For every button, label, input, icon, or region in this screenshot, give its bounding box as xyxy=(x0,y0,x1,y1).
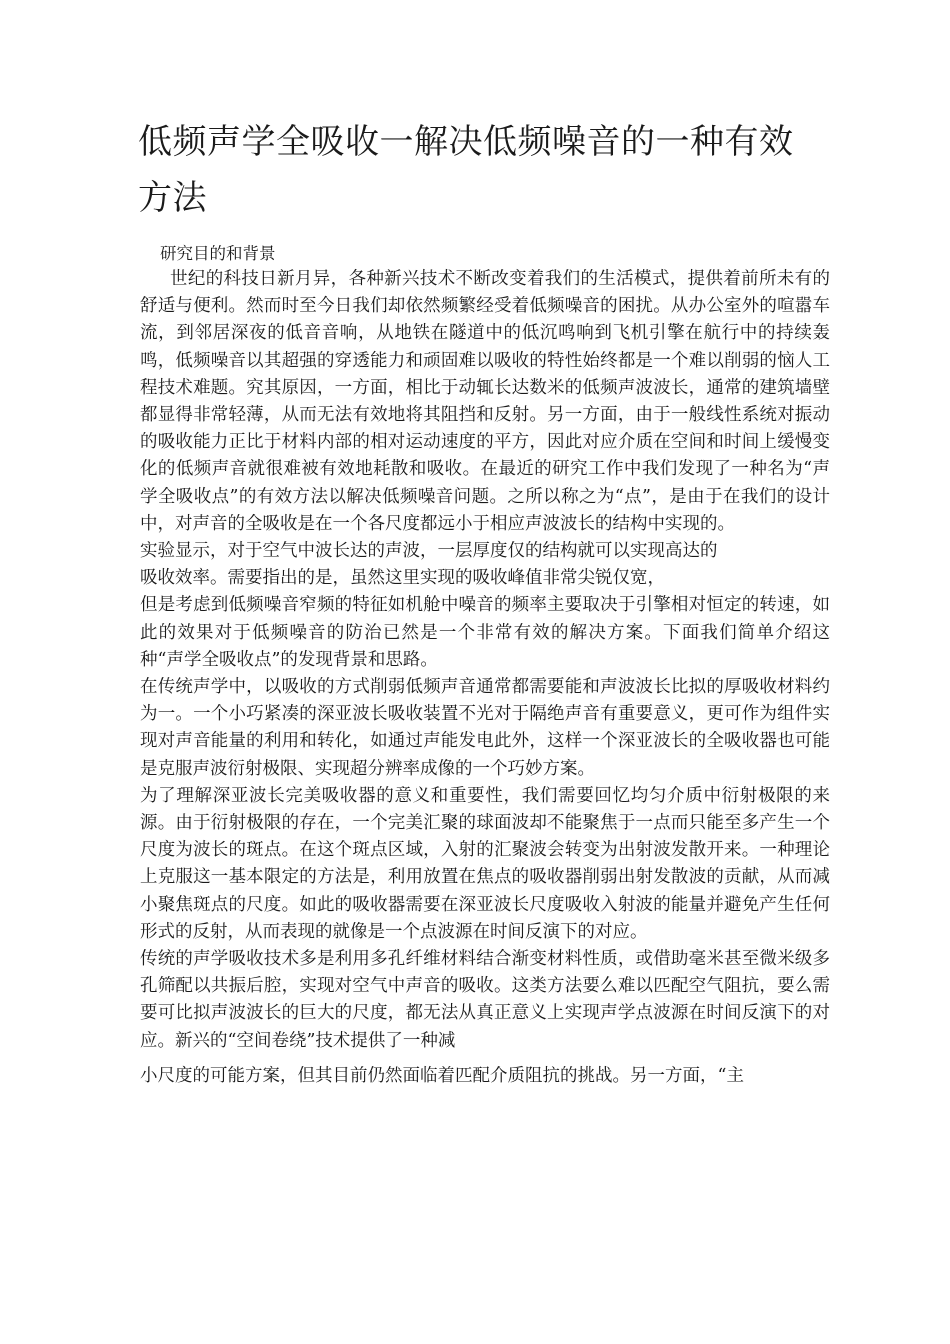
paragraph: 小尺度的可能方案，但其目前仍然面临着匹配介质阻抗的挑战。另一方面，“主 xyxy=(140,1065,744,1086)
paragraph: 为了理解深亚波长完美吸收器的意义和重要性，我们需要回忆均匀介质中衍射极限的来源。由于衍射极限的存在，一个完美汇聚的球面波却不能聚焦于一点而只能至多产生一个尺度为波长的斑点。在这个斑点区域，入射的汇聚波会转变为出射波发散开来。一种理论上克服这一基本限定的方法是，利用放置在焦点的吸收器削弱出射发散波的贡献，从而减小聚焦斑点的尺度。如此的吸收器需要在深亚波长尺度吸收入射波的能量并避免产生任何形式的反射，从而表现的就像是一个点波源在时间反演下的对应。 xyxy=(140,785,830,942)
document-body xyxy=(140,266,830,1090)
document-title: 低频声学全吸收一解决低频噪音的一种有效方法 xyxy=(138,122,794,218)
paragraph: 世纪的科技日新月异，各种新兴技术不断改变着我们的生活模式，提供着前所未有的舒适与便利。然而时至今日我们却依然频繁经受着低频噪音的困扰。从办公室外的喧嚣车流，到邻居深夜的低音音响，从地铁在隧道中的低沉鸣响到飞机引擎在航行中的持续轰鸣，低频噪音以其超强的穿透能力和顽固难以吸收的特性始终都是一个难以削弱的恼人工程技术难题。究其原因，一方面，相比于动辄长达数米的低频声波波长，通常的建筑墙壁都显得非常轻薄，从而无法有效地将其阻挡和反射。另一方面，由于一般线性系统对振动的吸收能力正比于材料内部的相对运动速度的平方，因此对应介质在空间和时间上缓慢变化的低频声音就很难被有效地耗散和吸收。在最近的研究工作中我们发现了一种名为“声学全吸收点”的有效方法以解决低频噪音问题。之所以称之为“点”，是由于在我们的设计中，对声音的全吸收是在一个各尺度都远小于相应声波波长的结构中实现的。 xyxy=(140,269,830,534)
paragraph: 实验显示，对于空气中波长达的声波，一层厚度仅的结构就可以实现高达的 xyxy=(140,541,718,562)
paragraph: 在传统声学中，以吸收的方式削弱低频声音通常都需要能和声波波长比拟的厚吸收材料约为一。一个小巧紧凑的深亚波长吸收装置不光对于隔绝声音有重要意义，更可作为组件实现对声音能量的利用和转化，如通过声能发电此外，这样一个深亚波长的全吸收器也可能是克服声波衍射极限、实现超分辨率成像的一个巧妙方案。 xyxy=(140,677,830,779)
section-heading: 研究目的和背景 xyxy=(160,244,276,263)
paragraph: 传统的声学吸收技术多是利用多孔纤维材料结合渐变材料性质，或借助毫米甚至微米级多孔筛配以共振后腔，实现对空气中声音的吸收。这类方法要么难以匹配空气阻抗，要么需要可比拟声波波长的巨大的尺度，都无法从真正意义上实现声学点波源在时间反演下的对应。新兴的“空间卷绕”技术提供了一种减 xyxy=(140,949,830,1051)
paragraph: 但是考虑到低频噪音窄频的特征如机舱中噪音的频率主要取决于引擎相对恒定的转速，如此的效果对于低频噪音的防治已然是一个非常有效的解决方案。下面我们简单介绍这种“声学全吸收点”的发现背景和思路。 xyxy=(140,595,830,670)
paragraph: 吸收效率。需要指出的是，虽然这里实现的吸收峰值非常尖锐仅宽， xyxy=(140,568,665,589)
